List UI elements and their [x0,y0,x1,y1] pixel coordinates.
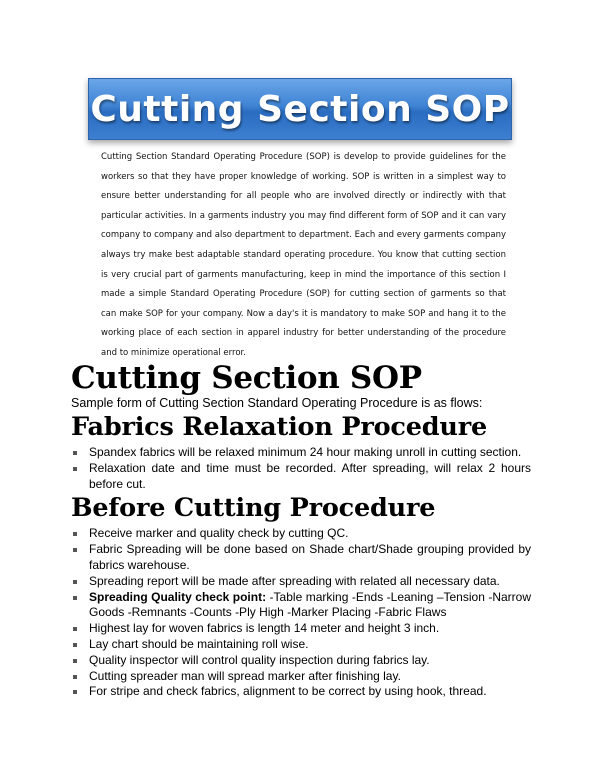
list-item: Fabric Spreading will be done based on Shade chart/Shade grouping provided by fabrics warehouse. [71,542,531,574]
list-item: Spreading report will be made after spreading with related all necessary data. [71,574,531,590]
bullet-icon [73,580,77,584]
bullet-icon [73,690,77,694]
bullet-icon [73,532,77,536]
bullet-icon [73,659,77,663]
section-heading-relaxation: Fabrics Relaxation Procedure [71,412,487,442]
before-cutting-list [71,526,531,700]
list-item: Lay chart should be maintaining roll wise. [71,637,531,653]
list-item: Spandex fabrics will be relaxed minimum 24 hour making unroll in cutting section. [71,445,531,461]
relaxation-list [71,445,531,492]
title-banner [88,78,512,140]
list-item: For stripe and check fabrics, alignment to be correct by using hook, thread. [71,684,531,700]
list-item: Receive marker and quality check by cutting QC. [71,526,531,542]
quality-check-label: Spreading Quality check point: [89,589,267,604]
banner-title: Cutting Section SOP [90,88,510,130]
list-item: Quality inspector will control quality inspection during fabrics lay. [71,653,531,669]
quality-check-points: -Table marking -Ends -Leaning –Tension -Narrow Goods -Remnants -Counts -Ply High -Marker Placing -Fabric Flaws [89,589,531,620]
bullet-icon [73,467,77,471]
page-title: Cutting Section SOP [71,360,422,396]
section-heading-before-cutting: Before Cutting Procedure [71,493,436,524]
bullet-icon [73,451,77,455]
main-content [71,360,531,700]
bullet-icon [73,548,77,552]
page-subtitle: Sample form of Cutting Section Standard Operating Procedure is as flows: [71,396,483,410]
bullet-icon [73,627,77,631]
bullet-icon [73,596,77,600]
list-item [71,590,531,622]
list-item: Relaxation date and time must be recorded. After spreading, will relax 2 hours before cut. [71,461,531,493]
list-item: Highest lay for woven fabrics is length 14 meter and height 3 inch. [71,621,531,637]
bullet-icon [73,675,77,679]
intro-paragraph: Cutting Section Standard Operating Procedure (SOP) is develop to provide guidelines for the workers so that they have proper knowledge of working. SOP is written in a simplest way to ensure better understanding for all people who are involved directly or indirectly with that particular activities. In a garments industry you may find different form of SOP and it can vary company to company and also department to department. Each and every garments company always try make best adaptable standard operating procedure. You know that cutting section is very crucial part of garments manufacturing, keep in mind the importance of this section I made a simple Standard Operating Procedure (SOP) for cutting section of garments so that can make SOP for your company. Now a day's it is mandatory to make SOP and hang it to the working place of each section in apparel industry for better understanding of the procedure and to minimize operational error. [101,152,506,358]
bullet-icon [73,643,77,647]
list-item: Cutting spreader man will spread marker after finishing lay. [71,669,531,685]
